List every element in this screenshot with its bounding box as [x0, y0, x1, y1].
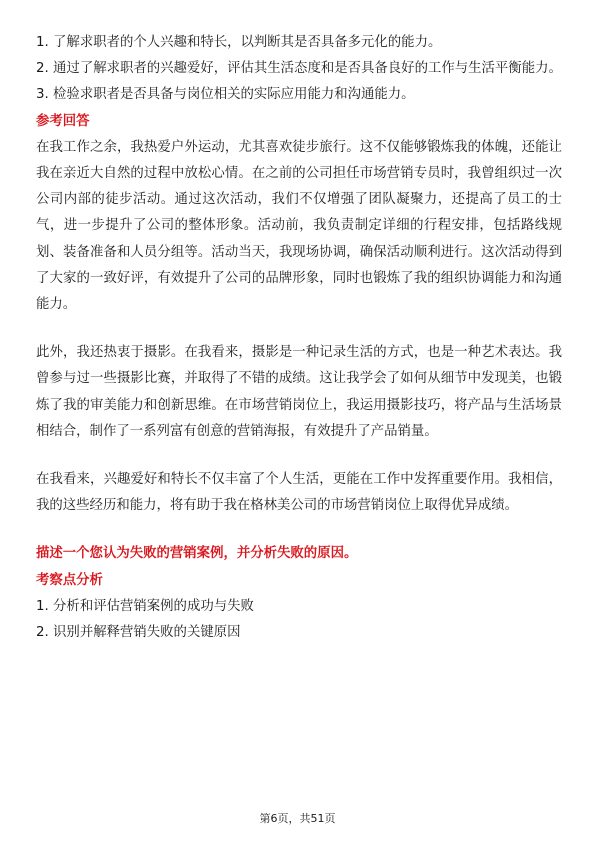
answer-paragraph: 在我看来，兴趣爱好和特长不仅丰富了个人生活，更能在工作中发挥重要作用。我相信，我的这些经历和能力，将有助于我在格林美公司的市场营销岗位上取得优异成绩。: [36, 472, 562, 514]
question-heading: 描述一个您认为失败的营销案例，并分析失败的原因。: [36, 546, 358, 562]
page-content: [36, 30, 562, 646]
intent-item: 1. 了解求职者的个人兴趣和特长，以判断其是否具备多元化的能力。: [36, 35, 442, 50]
paragraph-gap: [36, 318, 562, 340]
answer-paragraph: 在我工作之余，我热爱户外运动，尤其喜欢徒步旅行。这不仅能够锻炼我的体魄，还能让我在亲近大自然的过程中放松心情。在之前的公司担任市场营销专员时，我曾组织过一次公司内部的徒步活动。通过这次活动，我们不仅增强了团队凝聚力，还提高了员工的士气，进一步提升了公司的整体形象。活动前，我负责制定详细的行程安排，包括路线规划、装备准备和人员分组等。活动当天，我现场协调，确保活动顺利进行。这次活动得到了大家的一致好评，有效提升了公司的品牌形象，同时也锻炼了我的组织协调能力和沟通能力。: [36, 139, 562, 313]
analysis-item: 2. 识别并解释营销失败的关键原因: [36, 625, 241, 641]
analysis-heading: 考察点分析: [36, 572, 103, 588]
intent-item: 2. 通过了解求职者的兴趣爱好，评估其生活态度和是否具备良好的工作与生活平衡能力。: [36, 61, 562, 77]
intent-item: 3. 检验求职者是否具备与岗位相关的实际应用能力和沟通能力。: [36, 87, 415, 103]
page-footer: 第6页，共51页: [259, 812, 336, 825]
answer-heading: 参考回答: [36, 113, 90, 129]
analysis-item: 1. 分析和评估营销案例的成功与失败: [36, 598, 254, 614]
paragraph-gap: [36, 445, 562, 467]
paragraph-gap: [36, 519, 562, 541]
answer-paragraph: 此外，我还热衷于摄影。在我看来，摄影是一种记录生活的方式，也是一种艺术表达。我曾参与过一些摄影比赛，并取得了不错的成绩。这让我学会了如何从细节中发现美，也锻炼了我的审美能力和创新思维。在市场营销岗位上，我运用摄影技巧，将产品与生活场景相结合，制作了一系列富有创意的营销海报，有效提升了产品销量。: [36, 345, 562, 439]
